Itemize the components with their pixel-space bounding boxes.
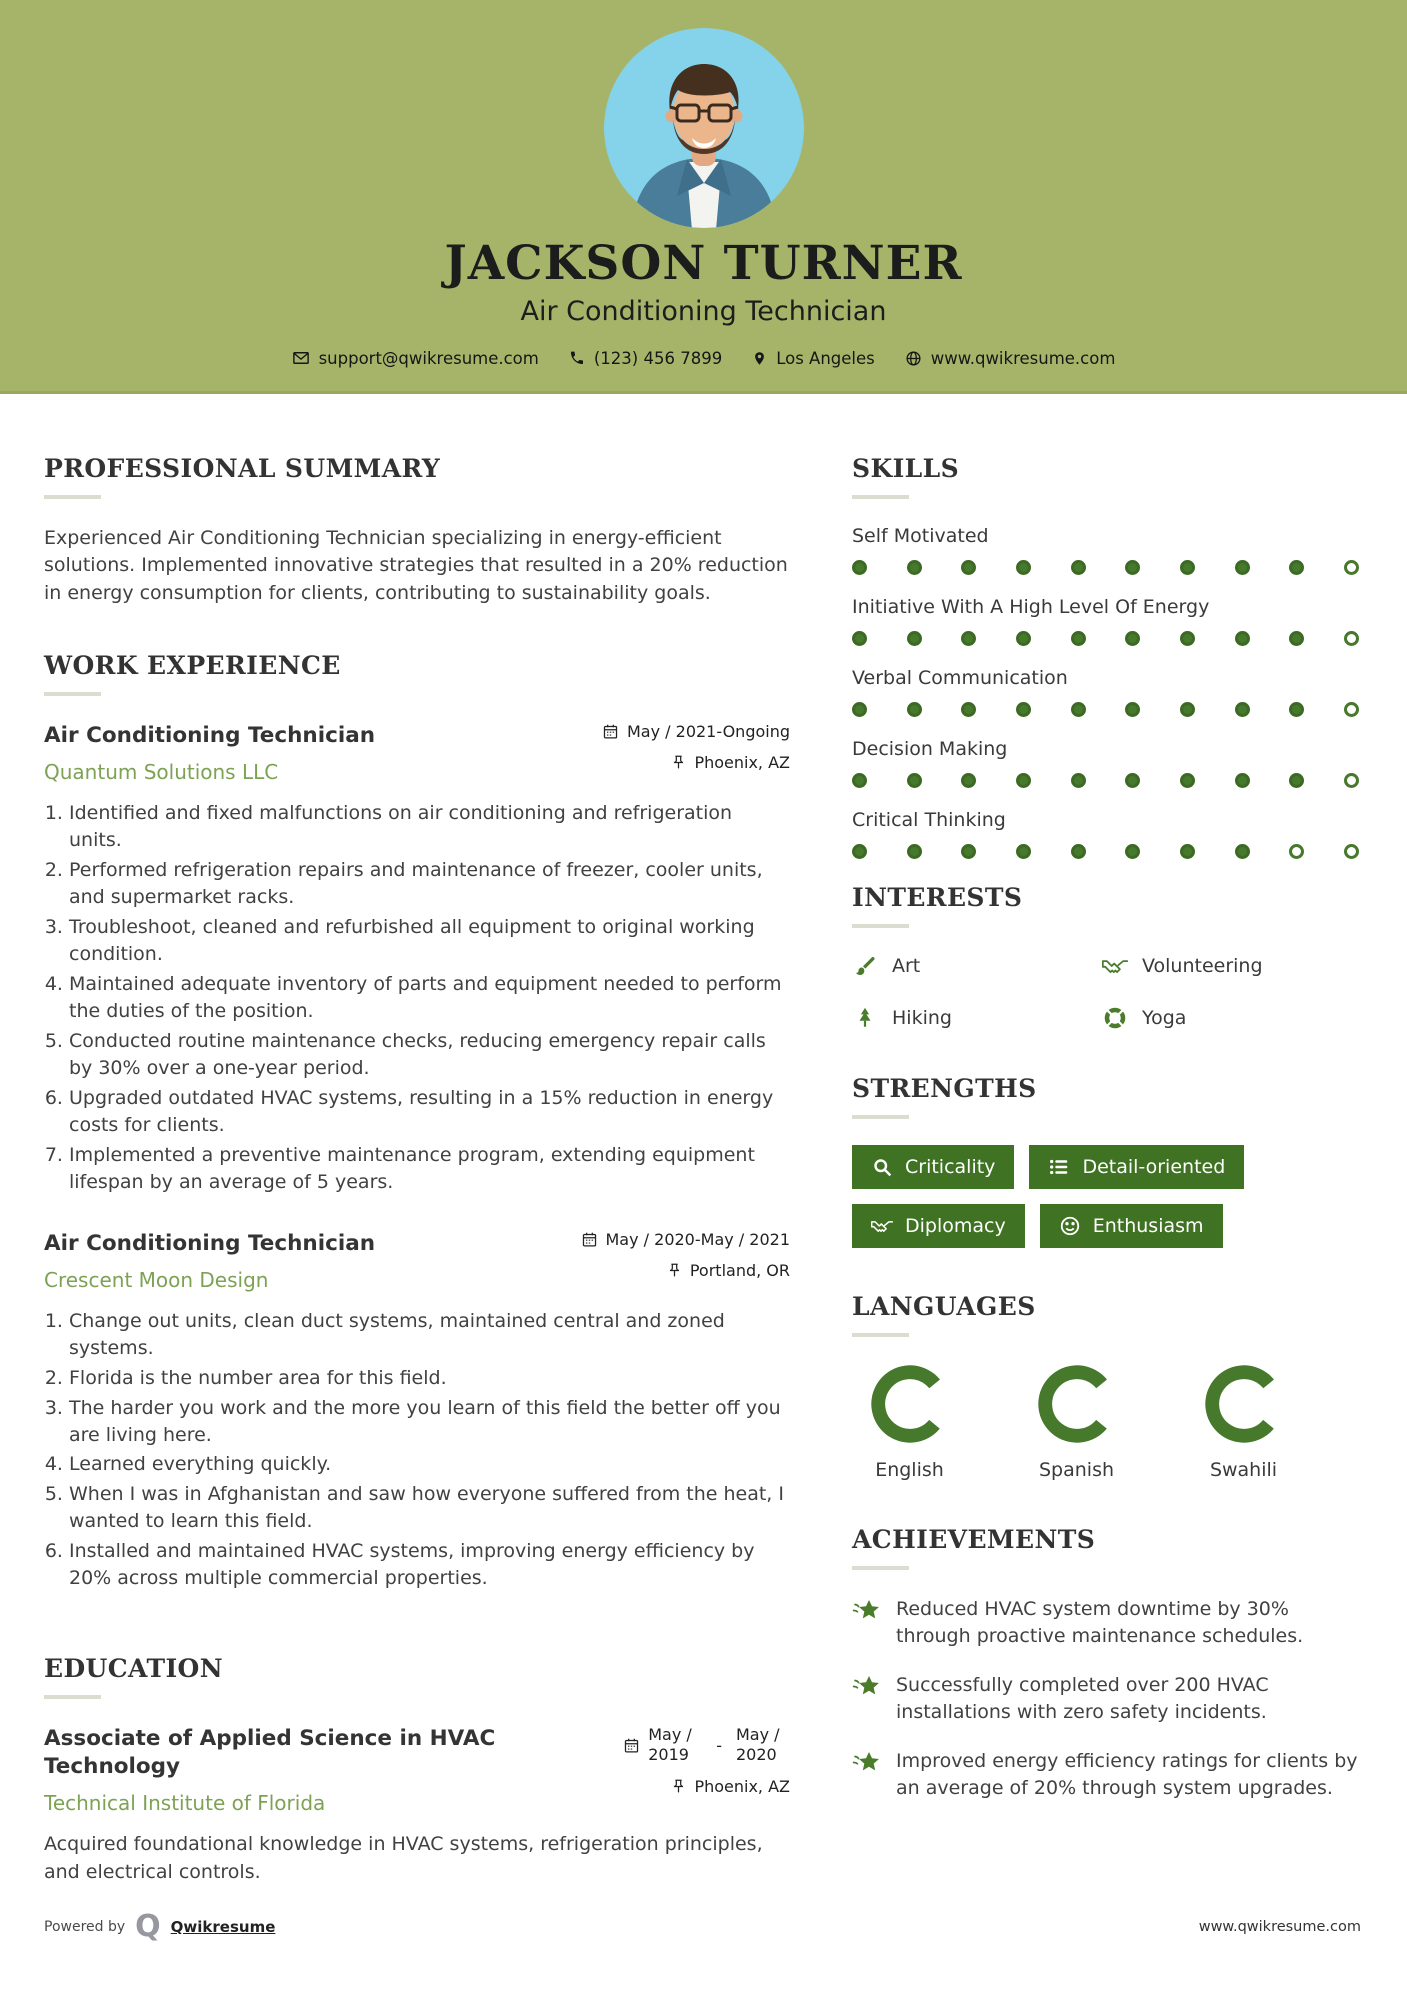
interest-label: Art xyxy=(892,955,921,977)
rating-dot-filled xyxy=(852,773,867,788)
lifebuoy-icon xyxy=(1102,1006,1128,1030)
rating-dot-filled xyxy=(1016,844,1031,859)
job-entry xyxy=(44,1230,790,1593)
achievement-text: Reduced HVAC system downtime by 30% through proactive maintenance schedules. xyxy=(896,1598,1304,1647)
rating-dot-filled xyxy=(1289,773,1304,788)
heading-underline xyxy=(44,495,101,499)
rating-dot-filled xyxy=(961,560,976,575)
skill-label: Decision Making xyxy=(852,738,1008,760)
rating-dot-filled xyxy=(1016,702,1031,717)
job-bullet: 4. Learned everything quickly. xyxy=(69,1451,790,1478)
rating-dot-filled xyxy=(961,631,976,646)
rating-dot-filled xyxy=(1125,773,1140,788)
job-bullet: 2. Performed refrigeration repairs and maintenance of freezer, cooler units, and supermarket racks. xyxy=(69,857,790,911)
handshake-icon xyxy=(871,1217,893,1235)
paintbrush-icon xyxy=(852,954,878,978)
heading-underline xyxy=(852,1333,909,1337)
rating-dot-filled xyxy=(907,631,922,646)
qwikresume-link[interactable]: Qwikresume xyxy=(170,1918,276,1936)
section-heading: INTERESTS xyxy=(852,883,1023,912)
education-date-start: May / 2019 xyxy=(648,1725,692,1765)
job-dates xyxy=(602,722,790,741)
language-item xyxy=(1186,1363,1301,1481)
section-languages xyxy=(852,1292,1361,1481)
rating-dot-filled xyxy=(1071,702,1086,717)
rating-dot-filled xyxy=(1289,560,1304,575)
heading-underline xyxy=(852,495,909,499)
contact-email xyxy=(292,349,539,368)
rating-dot-filled xyxy=(1235,773,1250,788)
job-location xyxy=(602,753,790,772)
skill-item xyxy=(852,809,1361,859)
rating-dot-filled xyxy=(852,844,867,859)
rating-dot-filled xyxy=(1289,631,1304,646)
job-bullet: 5. When I was in Afghanistan and saw how everyone suffered from the heat, I wanted to learn this field. xyxy=(69,1481,790,1535)
job-location-text: Phoenix, AZ xyxy=(694,753,790,773)
contact-phone xyxy=(569,349,722,368)
contact-website xyxy=(905,349,1116,368)
section-heading: LANGUAGES xyxy=(852,1292,1036,1321)
section-professional-summary xyxy=(44,454,790,607)
rating-dot-filled xyxy=(1235,702,1250,717)
education-location xyxy=(623,1777,790,1796)
interest-label: Volunteering xyxy=(1142,955,1263,977)
education-dates xyxy=(623,1725,790,1765)
job-bullet: 3. The harder you work and the more you learn of this field the better off you are living here. xyxy=(69,1395,790,1449)
magnifier-icon xyxy=(871,1157,893,1178)
contact-location-text: Los Angeles xyxy=(776,348,875,368)
section-heading: PROFESSIONAL SUMMARY xyxy=(44,454,441,483)
contact-location xyxy=(752,349,875,368)
contact-phone-text: (123) 456 7899 xyxy=(593,348,723,368)
tree-icon xyxy=(852,1006,878,1030)
language-item xyxy=(852,1363,967,1481)
qwikresume-logo: Q xyxy=(135,1909,161,1944)
rating-dot-filled xyxy=(1125,702,1140,717)
strengths-list xyxy=(852,1145,1361,1248)
section-strengths xyxy=(852,1074,1361,1248)
skills-list xyxy=(852,525,1361,859)
job-entry xyxy=(44,722,790,1196)
achievement-item xyxy=(852,1596,1361,1650)
rating-dot-filled xyxy=(961,773,976,788)
rating-dot-filled xyxy=(1180,844,1195,859)
language-label: English xyxy=(875,1459,944,1481)
education-degree: Associate of Applied Science in HVAC Technology xyxy=(44,1726,496,1780)
rating-dot-filled xyxy=(852,631,867,646)
pushpin-icon xyxy=(671,1779,686,1794)
skill-item xyxy=(852,738,1361,788)
heading-underline xyxy=(44,692,101,696)
section-interests xyxy=(852,883,1361,1030)
rating-dot-filled xyxy=(1016,773,1031,788)
strength-badge xyxy=(1040,1204,1223,1248)
skill-item xyxy=(852,667,1361,717)
rating-dot-filled xyxy=(1125,631,1140,646)
strength-label: Detail-oriented xyxy=(1082,1156,1226,1178)
rating-dot-filled xyxy=(961,702,976,717)
interest-label: Yoga xyxy=(1142,1007,1187,1029)
job-bullet: 5. Conducted routine maintenance checks, reducing emergency repair calls by 30% over a one-year period. xyxy=(69,1028,790,1082)
rating-dot-filled xyxy=(1180,702,1195,717)
right-column xyxy=(852,454,1361,1930)
calendar-icon xyxy=(623,1737,640,1754)
list-icon xyxy=(1048,1156,1070,1178)
job-bullet-list xyxy=(44,800,790,1196)
job-position: Air Conditioning Technician xyxy=(44,1230,376,1256)
job-bullet-list xyxy=(44,1308,790,1593)
language-label: Spanish xyxy=(1038,1459,1115,1481)
rating-dot-filled xyxy=(1235,560,1250,575)
language-item xyxy=(1019,1363,1134,1481)
job-location xyxy=(581,1261,791,1280)
rating-dot-filled xyxy=(1071,844,1086,859)
rating-dot-empty xyxy=(1289,844,1304,859)
strength-badge xyxy=(852,1145,1014,1189)
job-company: Crescent Moon Design xyxy=(44,1267,269,1292)
interests-list xyxy=(852,954,1361,1030)
rating-dot-filled xyxy=(1016,631,1031,646)
section-work-experience xyxy=(44,651,790,1592)
rating-dot-filled xyxy=(1125,560,1140,575)
job-dates-text: May / 2020-May / 2021 xyxy=(605,1229,790,1249)
heading-underline xyxy=(852,924,909,928)
language-level-arc xyxy=(1203,1363,1285,1445)
main-content xyxy=(0,394,1407,1930)
language-label: Swahili xyxy=(1209,1459,1278,1481)
education-date-end: May / 2020 xyxy=(736,1725,780,1765)
rating-dot-filled xyxy=(1125,844,1140,859)
handshake-icon xyxy=(1102,957,1128,975)
map-pin-icon xyxy=(752,350,767,367)
shooting-star-icon xyxy=(852,1674,882,1700)
skill-label: Critical Thinking xyxy=(852,809,1006,831)
strength-badge xyxy=(852,1204,1025,1248)
powered-by-label: Powered by xyxy=(44,1919,126,1935)
skill-label: Verbal Communication xyxy=(852,667,1068,689)
skill-rating xyxy=(852,702,1361,717)
rating-dot-filled xyxy=(1235,631,1250,646)
rating-dot-filled xyxy=(1071,773,1086,788)
section-heading: SKILLS xyxy=(852,454,960,483)
skill-item xyxy=(852,596,1361,646)
footer-website: www.qwikresume.com xyxy=(1198,1919,1361,1935)
heading-underline xyxy=(852,1566,909,1570)
skill-rating xyxy=(852,844,1361,859)
rating-dot-filled xyxy=(1016,560,1031,575)
footer xyxy=(44,1909,1361,1944)
rating-dot-filled xyxy=(961,844,976,859)
rating-dot-filled xyxy=(1071,560,1086,575)
contact-row xyxy=(0,349,1407,368)
rating-dot-empty xyxy=(1344,631,1359,646)
pushpin-icon xyxy=(671,755,686,770)
rating-dot-empty xyxy=(1344,844,1359,859)
skill-rating xyxy=(852,631,1361,646)
language-level-arc xyxy=(1036,1363,1118,1445)
job-bullet: 6. Installed and maintained HVAC systems, improving energy efficiency by 20% across multiple commercial properties. xyxy=(69,1538,790,1592)
skill-label: Self Motivated xyxy=(852,525,989,547)
header xyxy=(0,0,1407,394)
education-school: Technical Institute of Florida xyxy=(44,1791,326,1816)
calendar-icon xyxy=(581,1231,598,1248)
rating-dot-filled xyxy=(1235,844,1250,859)
strength-label: Criticality xyxy=(905,1156,996,1178)
contact-email-text: support@qwikresume.com xyxy=(318,348,539,368)
rating-dot-filled xyxy=(852,560,867,575)
rating-dot-filled xyxy=(1180,560,1195,575)
skill-rating xyxy=(852,773,1361,788)
education-description: Acquired foundational knowledge in HVAC systems, refrigeration principles, and electrical controls. xyxy=(44,1833,763,1883)
rating-dot-empty xyxy=(1344,773,1359,788)
summary-text: Experienced Air Conditioning Technician specializing in energy-efficient solutions. Implemented innovative strategies that resulted in a 20% reduction in energy consumption for clients, contributing to sustainability goals. xyxy=(44,527,788,604)
envelope-icon xyxy=(292,349,310,367)
interest-item xyxy=(1102,1006,1361,1030)
strength-label: Enthusiasm xyxy=(1092,1215,1204,1237)
education-location-text: Phoenix, AZ xyxy=(694,1777,790,1797)
job-bullet: 2. Florida is the number area for this field. xyxy=(69,1365,790,1392)
skill-item xyxy=(852,525,1361,575)
section-education xyxy=(44,1654,790,1886)
job-bullet: 7. Implemented a preventive maintenance program, extending equipment lifespan by an average of 5 years. xyxy=(69,1142,790,1196)
person-name: JACKSON TURNER xyxy=(444,236,963,291)
job-bullet: 6. Upgraded outdated HVAC systems, resulting in a 15% reduction in energy costs for clients. xyxy=(69,1085,790,1139)
interest-label: Hiking xyxy=(892,1007,952,1029)
language-level-arc xyxy=(869,1363,951,1445)
phone-icon xyxy=(569,350,585,366)
globe-icon xyxy=(905,350,922,367)
left-column xyxy=(44,454,790,1930)
heading-underline xyxy=(852,1115,909,1119)
contact-website-text: www.qwikresume.com xyxy=(930,348,1116,368)
job-bullet: 4. Maintained adequate inventory of parts and equipment needed to perform the duties of the position. xyxy=(69,971,790,1025)
person-title: Air Conditioning Technician xyxy=(520,295,887,327)
rating-dot-filled xyxy=(907,560,922,575)
rating-dot-filled xyxy=(907,773,922,788)
strength-label: Diplomacy xyxy=(905,1215,1006,1237)
section-heading: ACHIEVEMENTS xyxy=(852,1525,1096,1554)
section-heading: EDUCATION xyxy=(44,1654,223,1684)
section-skills xyxy=(852,454,1361,859)
rating-dot-filled xyxy=(1289,702,1304,717)
job-position: Air Conditioning Technician xyxy=(44,723,376,749)
job-bullet: 3. Troubleshoot, cleaned and refurbished all equipment to original working condition. xyxy=(69,914,790,968)
achievement-text: Improved energy efficiency ratings for clients by an average of 20% through system upgrades. xyxy=(896,1749,1358,1799)
shooting-star-icon xyxy=(852,1598,882,1624)
job-bullet: 1. Identified and fixed malfunctions on air conditioning and refrigeration units. xyxy=(69,800,790,854)
achievement-item xyxy=(852,1672,1361,1726)
rating-dot-filled xyxy=(1180,773,1195,788)
section-heading: WORK EXPERIENCE xyxy=(44,651,341,681)
avatar xyxy=(604,28,804,228)
rating-dot-filled xyxy=(907,844,922,859)
rating-dot-empty xyxy=(1344,560,1359,575)
rating-dot-filled xyxy=(1180,631,1195,646)
interest-item xyxy=(1102,954,1361,978)
smiley-icon xyxy=(1059,1215,1081,1237)
interest-item xyxy=(852,1006,1102,1030)
languages-list xyxy=(852,1363,1361,1481)
achievement-item xyxy=(852,1748,1361,1802)
job-dates-text: May / 2021-Ongoing xyxy=(627,722,790,742)
achievement-text: Successfully completed over 200 HVAC installations with zero safety incidents. xyxy=(896,1673,1269,1723)
shooting-star-icon xyxy=(852,1750,882,1776)
strength-badge xyxy=(1029,1145,1244,1189)
job-company: Quantum Solutions LLC xyxy=(44,760,279,785)
rating-dot-filled xyxy=(852,702,867,717)
job-dates xyxy=(581,1230,791,1249)
date-separator: - xyxy=(716,1735,722,1755)
job-bullet: 1. Change out units, clean duct systems, maintained central and zoned systems. xyxy=(69,1308,790,1362)
calendar-icon xyxy=(602,723,619,740)
section-achievements xyxy=(852,1525,1361,1802)
heading-underline xyxy=(44,1695,101,1699)
rating-dot-filled xyxy=(907,702,922,717)
job-location-text: Portland, OR xyxy=(689,1260,790,1280)
pushpin-icon xyxy=(667,1263,682,1278)
rating-dot-empty xyxy=(1344,702,1359,717)
skill-rating xyxy=(852,560,1361,575)
achievements-list xyxy=(852,1596,1361,1802)
section-heading: STRENGTHS xyxy=(852,1074,1037,1103)
rating-dot-filled xyxy=(1071,631,1086,646)
skill-label: Initiative With A High Level Of Energy xyxy=(852,596,1210,618)
interest-item xyxy=(852,954,1102,978)
